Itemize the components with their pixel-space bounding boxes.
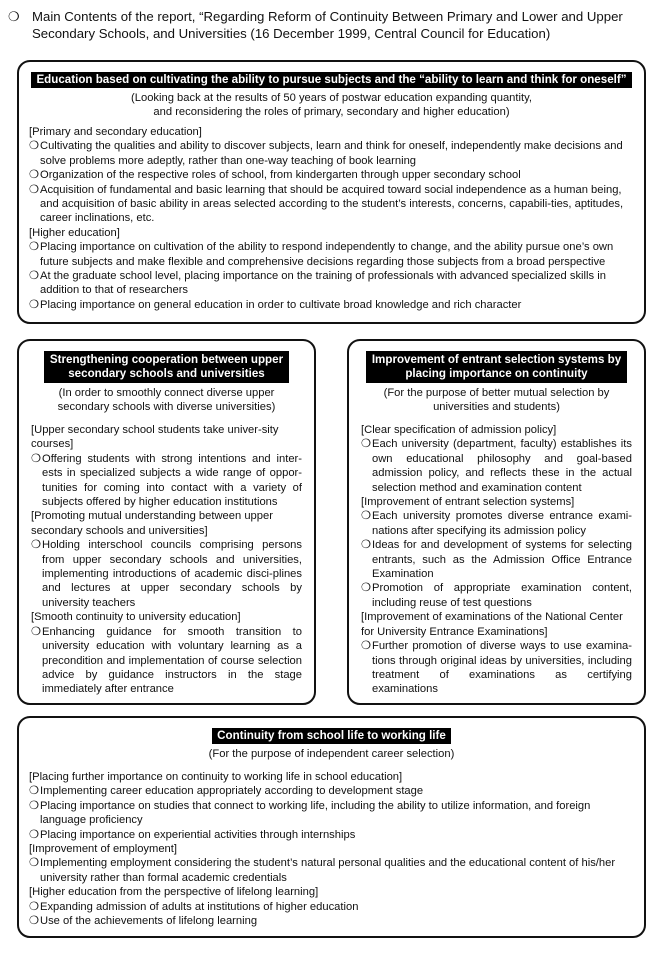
list-item: ❍ Expanding admission of adults at institutions of higher education [29, 900, 359, 913]
box-cooperation [17, 339, 316, 705]
bullet-circle-icon: ❍ [29, 785, 40, 798]
bullet-circle-icon: ❍ [29, 857, 40, 870]
list-item: ❍ Acquisition of fundamental and basic learning that should be acquired toward social independence as a human being, and acquisition of basic ability in areas selected according to the student’s interests, concerns, capabili-ties, aptitudes, career inclinations, etc. [29, 183, 624, 225]
intro-text: Main Contents of the report, “Regarding Reform of Continuity Between Primary and Lower and Upper Secondary Schools, and Universities (16 December 1999, Central Council for Education) [32, 9, 623, 41]
bullet-circle-icon: ❍ [29, 298, 40, 311]
bullet-circle-icon: ❍ [29, 183, 40, 196]
box-subtitle-line: (In order to smoothly connect diverse upper [58, 387, 275, 399]
list-item: ❍ Ideas for and development of systems for selecting entrants, such as the Admission Office Entrance Examination [361, 539, 632, 581]
bullet-circle-icon: ❍ [29, 140, 40, 153]
list-item: ❍ At the graduate school level, placing importance on the training of professionals with advanced specialized skills in addition to that of researchers [29, 270, 606, 297]
bullet-circle-icon: ❍ [361, 438, 372, 451]
section-heading: [Smooth continuity to university education] [31, 611, 241, 624]
box-subtitle-line: (For the purpose of independent career selection) [208, 748, 455, 760]
section-heading: [Improvement of entrant selection systems] [361, 496, 575, 509]
list-item: ❍ Promotion of appropriate examination content, including reuse of test questions [361, 582, 632, 609]
bullet-circle-icon: ❍ [29, 241, 40, 254]
bullet-circle-icon: ❍ [29, 915, 40, 928]
list-item: ❍ Use of the achievements of lifelong learning [29, 915, 258, 928]
box-subtitle-line: secondary schools with diverse universities) [57, 401, 276, 413]
box-title: Strengthening cooperation between upper secondary schools and universities [44, 351, 289, 383]
box-subtitle-line: (For the purpose of better mutual selection by [383, 387, 610, 399]
bullet-circle-icon: ❍ [8, 9, 20, 24]
bullet-circle-icon: ❍ [31, 625, 42, 638]
bullet-circle-icon: ❍ [29, 799, 40, 812]
list-item: ❍ Placing importance on general education in order to cultivate broad knowledge and rich character [29, 298, 522, 311]
list-item: ❍ Organization of the respective roles of school, from kindergarten through upper secondary school [29, 169, 521, 182]
section-heading: [Improvement of employment] [29, 843, 177, 856]
section-heading: [Clear specification of admission policy] [361, 424, 557, 436]
section-heading: [Promoting mutual understanding between upper secondary schools and universities] [31, 510, 273, 537]
bullet-circle-icon: ❍ [361, 640, 372, 653]
bullet-circle-icon: ❍ [29, 900, 40, 913]
box-title: Continuity from school life to working life [212, 728, 451, 744]
list-item: ❍ Implementing employment considering the student’s natural personal qualities and the educational content of his/her university rather than formal academic credentials [29, 857, 616, 884]
list-item: ❍ Each university (department, faculty) establishes its own educational philosophy and goal-based admission policy, and reflects these in the actual selection method and examination content [361, 438, 632, 494]
section-heading: [Higher education] [29, 226, 120, 239]
bullet-circle-icon: ❍ [29, 828, 40, 841]
box-education-ability [17, 60, 646, 324]
bullet-circle-icon: ❍ [29, 169, 40, 182]
box-subtitle-line: and reconsidering the roles of primary, secondary and higher education) [153, 106, 510, 118]
list-item: ❍ Implementing career education appropriately according to development stage [29, 785, 424, 798]
report-intro [8, 8, 658, 42]
list-item: ❍ Offering students with strong intentions and inter-ests in specialized subjects a wide range of oppor-tunities for coming into contact with a variety of subjects offered by higher education institutions [31, 452, 302, 509]
box-entrant-selection [347, 339, 646, 705]
list-item: ❍ Cultivating the qualities and ability to discover subjects, learn and think for oneself, independently make decisions and solve problems more adeptly, rather than one-way teaching of book learning [29, 140, 623, 167]
section-heading: [Improvement of examinations of the National Center for University Entrance Examinations] [361, 611, 623, 638]
box-subtitle-line: (Looking back at the results of 50 years of postwar education expanding quantity, [131, 92, 532, 104]
bullet-circle-icon: ❍ [361, 510, 372, 523]
section-heading: [Primary and secondary education] [29, 126, 202, 138]
list-item: ❍ Placing importance on cultivation of the ability to respond independently to change, and the ability pursue one’s own future subjects and make flexible and comprehensive decisions regarding those subjects from a broad perspective [29, 241, 614, 268]
bullet-circle-icon: ❍ [31, 539, 42, 552]
list-item: ❍ Enhancing guidance for smooth transition to university education with voluntary learning as a precondition and implementation of course selection advice by guidance instructors in the stage immediately after entrance [31, 625, 302, 696]
list-item: ❍ Further promotion of diverse ways to use examina-tions through original ideas by universities, including treatment of examinations as certifying examinations [361, 640, 632, 696]
list-item: ❍ Placing importance on studies that connect to working life, including the ability to utilize information, and foreign language proficiency [29, 799, 591, 827]
bullet-circle-icon: ❍ [361, 539, 372, 552]
bullet-circle-icon: ❍ [29, 270, 40, 283]
list-item: ❍ Each university promotes diverse entrance exami-nations after specifying its admission policy [361, 510, 632, 537]
box-subtitle-line: universities and students) [433, 401, 560, 413]
list-item: ❍ Placing importance on experiential activities through internships [29, 828, 356, 841]
box-title: Improvement of entrant selection systems by placing importance on continuity [366, 351, 627, 383]
box-working-life [17, 716, 646, 938]
bullet-circle-icon: ❍ [361, 582, 372, 595]
box-title: Education based on cultivating the ability to pursue subjects and the “ability to learn and think for oneself” [31, 72, 631, 88]
bullet-circle-icon: ❍ [31, 452, 42, 465]
section-heading: [Upper secondary school students take univer-sity courses] [31, 424, 279, 451]
list-item: ❍ Holding interschool councils comprising persons from upper secondary schools and universities, implementing introductions of academic disci-plines and lectures at upper secondary schools by university teachers [31, 539, 302, 609]
section-heading: [Placing further importance on continuity to working life in school education] [29, 771, 403, 783]
section-heading: [Higher education from the perspective of lifelong learning] [29, 886, 319, 899]
